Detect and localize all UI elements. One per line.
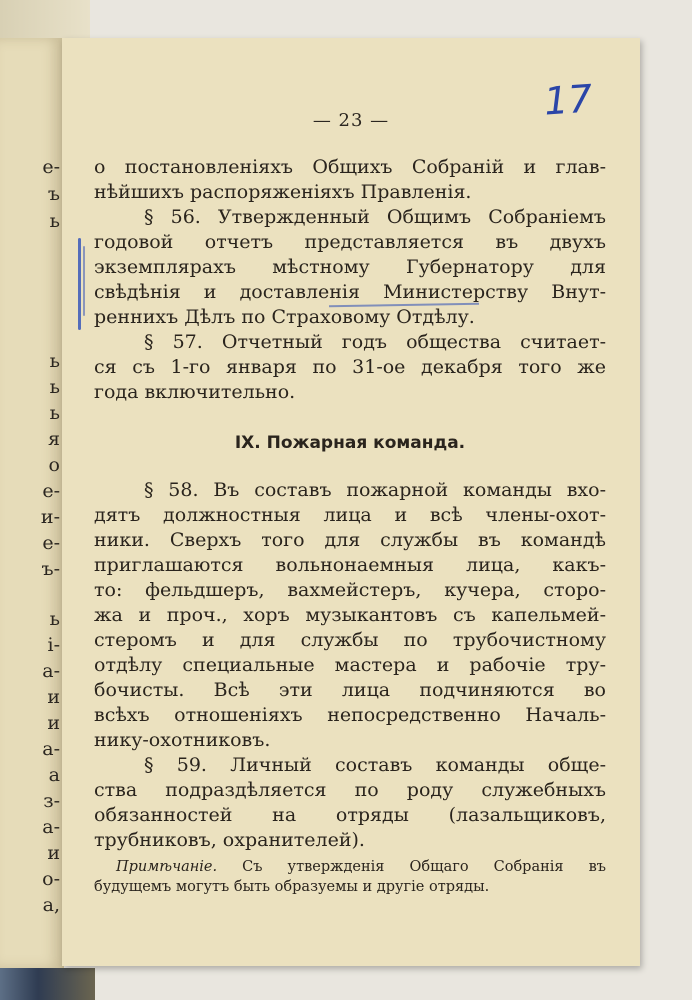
text-line: бочисты. Всѣ эти лица подчиняются во xyxy=(94,679,606,701)
pen-margin-mark-secondary xyxy=(83,246,85,316)
text-line: ники. Сверхъ того для службы въ командѣ xyxy=(94,529,606,551)
text-line: § 58. Въ составъ пожарной команды вхо- xyxy=(144,479,606,501)
paragraph-57 xyxy=(94,330,606,405)
paragraph-continuation xyxy=(94,155,606,205)
left-margin-fragment: ь xyxy=(49,402,60,424)
page-body-text xyxy=(94,155,606,897)
text-line: нѣйшихъ распоряженіяхъ Правленія. xyxy=(94,181,472,203)
left-margin-fragment: а- xyxy=(42,816,60,838)
text-line: всѣхъ отношеніяхъ непосредственно Началь- xyxy=(94,704,606,726)
left-margin-fragment: е- xyxy=(42,480,60,502)
text-line: стеромъ и для службы по трубочистному xyxy=(94,629,606,651)
text-line: жа и проч., хоръ музыкантовъ съ капельмей- xyxy=(94,604,606,626)
text-line: § 57. Отчетный годъ общества считает- xyxy=(144,331,606,353)
text-line: трубниковъ, охранителей). xyxy=(94,829,365,851)
book-cover-edge xyxy=(0,968,95,1000)
left-margin-fragment: ь xyxy=(49,376,60,398)
left-margin-fragment: и xyxy=(47,842,60,864)
left-margin-fragment: о- xyxy=(42,868,60,890)
text-line: приглашаются вольнонаемныя лица, какъ- xyxy=(94,554,606,576)
footnote xyxy=(94,857,606,897)
text-line: дятъ должностныя лица и всѣ члены-охот- xyxy=(94,504,606,526)
text-line: ся съ 1-го января по 31-ое декабря того же xyxy=(94,356,606,378)
text-line: о постановленіяхъ Общихъ Собраній и глав- xyxy=(94,156,606,178)
note-line xyxy=(94,857,606,877)
text-line: нику-охотниковъ. xyxy=(94,729,271,751)
left-margin-fragment: е- xyxy=(42,156,60,178)
text-line: отдѣлу специальные мастера и рабочіе тру- xyxy=(94,654,606,676)
text-line: ства подраздѣляется по роду служебныхъ xyxy=(94,779,606,801)
pen-margin-mark xyxy=(78,238,81,330)
left-margin-fragment: а xyxy=(48,764,60,786)
text-line: то: фельдшеръ, вахмейстеръ, кучера, сторо- xyxy=(94,579,606,601)
text-line: года включительно. xyxy=(94,381,296,403)
paragraph-58 xyxy=(94,478,606,753)
left-margin-fragment: ь xyxy=(49,210,60,232)
left-margin-fragment: я xyxy=(48,428,60,450)
section-heading: IX. Пожарная команда. xyxy=(234,433,466,453)
text-line: свѣдѣнія и доставленія Министерству Внут- xyxy=(94,281,606,303)
left-margin-fragment: і- xyxy=(47,634,60,656)
left-margin-fragment: и xyxy=(47,686,60,708)
text-line: экземплярахъ мѣстному Губернатору для xyxy=(94,256,606,278)
paragraph-59 xyxy=(94,753,606,853)
page-number: — 23 — xyxy=(312,110,390,131)
text-line: обязанностей на отряды (лазальщиковъ, xyxy=(94,804,606,826)
book-page xyxy=(62,38,640,966)
left-margin-fragment: ъ xyxy=(47,183,60,205)
text-line: годовой отчетъ представляется въ двухъ xyxy=(94,231,606,253)
left-page xyxy=(0,38,64,968)
handwritten-page-mark: 17 xyxy=(542,76,594,124)
note-label: Примѣчаніе. xyxy=(116,859,218,875)
left-margin-fragment: и- xyxy=(40,506,60,528)
left-margin-fragment: о xyxy=(48,454,60,476)
left-margin-fragment: е- xyxy=(42,532,60,554)
left-page-top-edge xyxy=(0,0,90,40)
left-margin-fragment: а- xyxy=(42,660,60,682)
left-margin-fragment: ь xyxy=(49,350,60,372)
left-margin-fragment: з- xyxy=(43,790,60,812)
left-margin-fragment: а, xyxy=(42,894,60,916)
left-margin-fragment: а- xyxy=(42,738,60,760)
left-margin-fragment: ь xyxy=(49,608,60,630)
text-line: реннихъ Дѣлъ по Страховому Отдѣлу. xyxy=(94,306,475,328)
note-text: Съ утвержденія Общаго Собранія въ xyxy=(217,859,606,875)
left-margin-fragment: и xyxy=(47,712,60,734)
note-line: будущемъ могутъ быть образуемы и другіе отряды. xyxy=(94,879,490,895)
text-line: § 59. Личный составъ команды обще- xyxy=(144,754,606,776)
paragraph-56 xyxy=(94,205,606,330)
left-margin-fragment: ъ- xyxy=(41,558,60,580)
text-line: § 56. Утвержденный Общимъ Собраніемъ xyxy=(144,206,606,228)
